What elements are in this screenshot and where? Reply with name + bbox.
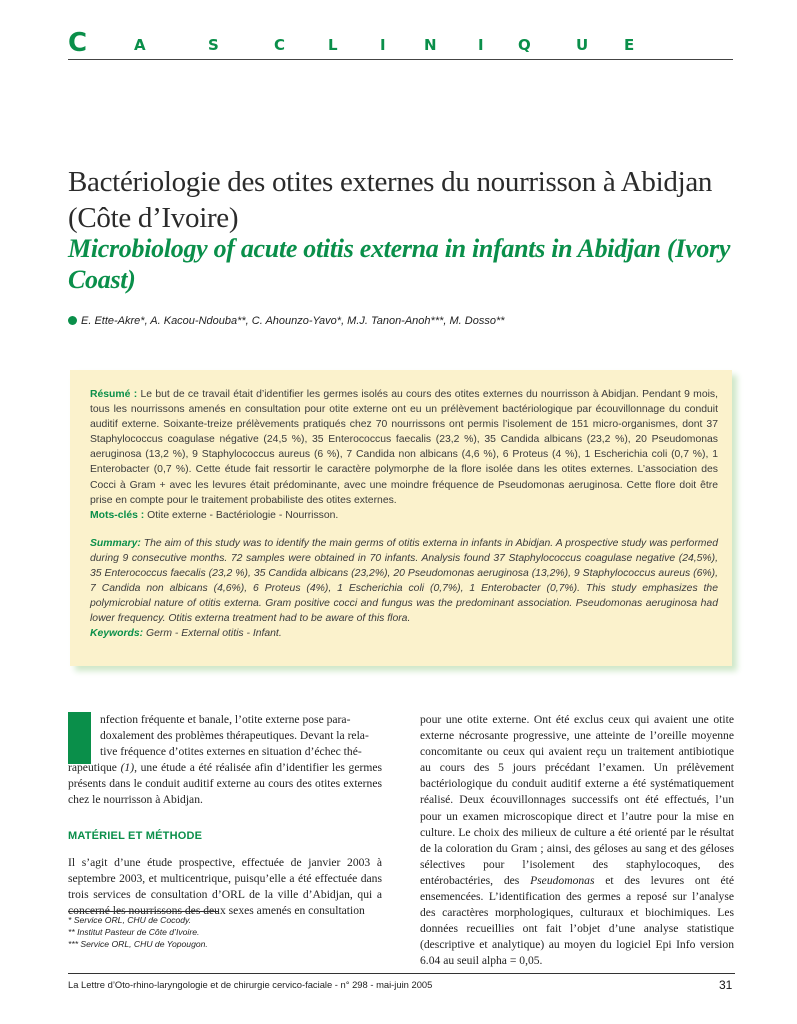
methods-continued	[420, 712, 734, 970]
motscles-label: Mots-clés :	[90, 509, 145, 521]
section-letter: I	[380, 36, 386, 54]
journal-footer: La Lettre d’Oto-rhino-laryngologie et de chirurgie cervico-faciale - n° 298 - mai-juin 2005	[68, 979, 433, 990]
summary-text: The aim of this study was to identify the main germs of otitis externa in infants in Abidjan. A prospective study was performed during 9 consecutive months. 72 samples were obtained in 70 infants. Analysis found 37 Staphylococcus coagulase negative (24,5%), 35 Enterococcus faecalis (23,2 %), 35 Candida albicans (23,2%), 20 Pseudomonas aeruginosa (13,2%), 9 Staphylococcus aureus (6%), 7 Candida non albicans (4,6%), 6 Proteus (4%), 1 Escherichia coli (0,7%), 1 Enterobacter (0,7%). This study emphasizes the polymicrobial nature of otitis externa. Gram positive cocci and fungus was the predominant association. Pseudomonas aeruginosa had lower frequency. Otitis externa treatment had to be aware of this flora.	[90, 537, 718, 625]
methods-paragraph: Il s’agit d’une étude prospective, effectuée de janvier 2003 à septembre 2003, et multicentrique, puisqu’elle a été effectuée dans trois services de consultation d’ORL de la ville d’Abidjan, qui a concerné les nourrissons des deux sexes amenés en consultation	[68, 855, 382, 917]
section-letter: C	[274, 36, 286, 54]
intro-line: doxalement des problèmes thérapeutiques. Devant la rela-	[100, 729, 369, 743]
bullet-dot-icon	[68, 316, 77, 325]
section-letter: N	[424, 36, 437, 54]
spacer	[68, 844, 382, 855]
spacer	[68, 809, 382, 828]
footer-divider	[68, 973, 735, 974]
intro-text: rapeutique	[68, 761, 121, 775]
english-title: Microbiology of acute otitis externa in infants in Abidjan (Ivory Coast)	[68, 234, 731, 294]
footnote: * Service ORL, CHU de Cocody.	[68, 915, 192, 925]
body-column-right	[420, 712, 734, 970]
intro-paragraph	[68, 760, 382, 808]
keywords-text: Germ - External otitis - Infant.	[143, 628, 282, 640]
body-column-left	[68, 712, 382, 919]
footnotes	[68, 914, 208, 951]
intro-line: nfection fréquente et banale, l’otite externe pose para-	[100, 713, 351, 726]
resume-text: Le but de ce travail était d’identifier les germes isolés au cours des otites externes du nourrisson à Abidjan. Pendant 9 mois, tous les nourrissons amenés en consultation pour otite externe ont eu un prélèvement bactériologique par écouvillonnage du conduit auditif externe. Soixante-treize prélèvements pratiqués chez 70 nourrissons ont permis l’isolement de 151 micro-organismes, dont 37 Staphylococcus coagulase négative (24,5 %), 35 Enterococcus faecalis (23,2 %), 35 Candida albicans (23,2 %), 20 Pseudomonas aeruginosa (13,2 %), 9 Staphylococcus aureus (6 %), 7 Candida non albicans (4,6 %), 6 Proteus (4 %), 1 Escherichia coli (0,7 %), 1 Enterobacter (0,7 %). Cette étude fait ressortir le caractère polymorphe de la flore isolée dans les otites externes. L’association des Cocci à Gram + avec les levures était prédominante, avec une moindre fréquence de Pseudomonas aeruginosa. Cette flore doit être prise en compte pour le traitement probabiliste des otites externes.	[90, 389, 718, 506]
reference: (1)	[120, 761, 135, 775]
author-line	[68, 315, 738, 327]
summary-label: Summary:	[90, 537, 141, 549]
abstract-box	[70, 370, 732, 666]
keywords-paragraph	[90, 626, 718, 641]
abstract-content	[90, 387, 718, 642]
page-number: 31	[719, 978, 733, 992]
abstract-spacer	[90, 523, 718, 536]
genus-name: Pseudomonas	[530, 873, 595, 887]
intro-line: tive fréquence d’otites externes en situation d’échec thé-	[100, 745, 362, 759]
section-letter: Q	[518, 36, 531, 54]
intro-text: , une étude a été réalisée afin d’identifier les germes présents dans le conduit auditif externe au cours des otites externes chez le nourrisson à Abidjan.	[68, 761, 383, 807]
section-letter: C	[68, 28, 88, 58]
motscles-text: Otite externe - Bactériologie - Nourrisson.	[144, 509, 339, 521]
section-letter: U	[576, 36, 589, 54]
keywords-label: Keywords:	[90, 628, 144, 640]
methods-heading: MATÉRIEL ET MÉTHODE	[68, 829, 203, 842]
resume-paragraph	[90, 387, 718, 508]
section-letter: E	[624, 36, 635, 54]
methods-text: pour une otite externe. Ont été exclus ceux qui avaient une otite externe nécrosante progressive, une atteinte de l’oreille moyenne concomitante ou ceux qui avaient reçu un traitement antibiotique au cours des 5 jours précédant l’examen. Un prélèvement bactériologique du conduit auditif externe a été systématiquement réalisé. Deux écouvillonnages successifs ont été effectués, l’un pour un examen microscopique direct et l’autre pour la mise en culture. Le choix des milieux de culture a été orienté par le résultat de la coloration du Gram ; ainsi, des géloses au sang et des géloses sélectives pour l’isolement des staphylocoques, des entérobactéries, des	[420, 713, 734, 887]
section-letter: A	[134, 36, 146, 54]
footnote: *** Service ORL, CHU de Yopougon.	[68, 939, 208, 950]
footnote: ** Institut Pasteur de Côte d’Ivoire.	[68, 927, 200, 938]
section-letter: S	[208, 36, 219, 54]
section-header	[68, 28, 733, 60]
methods-text: et des levures ont été ensemencées. L’identification des germes a reposé sur l’analyse des caractères morphologiques, culturaux et biochimiques. Les données recueillies ont fait l’objet d’une analyse statistique (descriptive et analytique) au moyen du logiciel Epi Info version 6.04 au seuil alpha = 0,05.	[420, 873, 735, 968]
page-title: Bactériologie des otites externes du nourrisson à Abidjan (Côte d’Ivoire)	[68, 166, 713, 234]
resume-label: Résumé :	[90, 389, 138, 400]
footnote-divider	[68, 911, 218, 912]
section-letter: I	[478, 36, 484, 54]
summary-paragraph	[90, 536, 718, 627]
section-letter: L	[328, 36, 338, 54]
authors: E. Ette-Akre*, A. Kacou-Ndouba**, C. Ahounzo-Yavo*, M.J. Tanon-Anoh***, M. Dosso**	[81, 315, 505, 327]
motscles-paragraph	[90, 508, 718, 523]
